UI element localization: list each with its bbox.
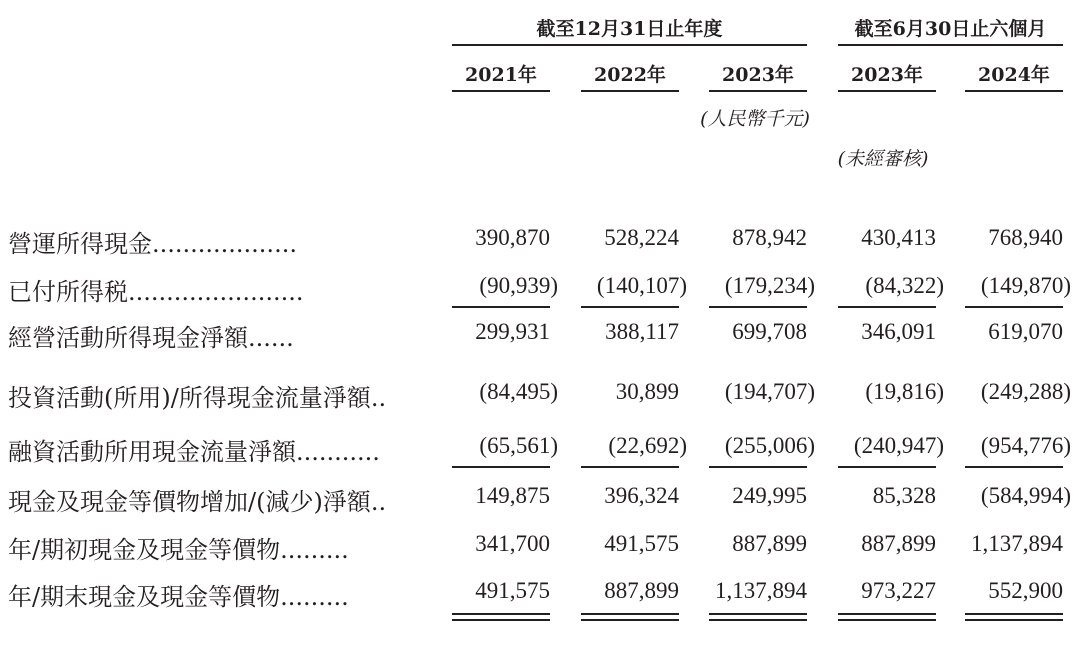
table-cell: 768,940: [988, 225, 1063, 250]
year-header-rule: [581, 90, 679, 92]
subtotal-rule: [452, 466, 550, 468]
table-cell: (90,939): [479, 273, 558, 298]
table-cell: 30,899: [615, 379, 679, 404]
table-cell: (149,870): [980, 273, 1071, 298]
table-cell: 341,700: [475, 531, 550, 556]
leader-dots: .........: [280, 583, 349, 611]
leader-dots: .........: [280, 536, 349, 564]
table-cell: (194,707): [724, 379, 815, 404]
row-label: 已付所得税.......................: [8, 278, 304, 306]
annual-period-header: 截至12月31日止年度: [536, 18, 723, 40]
table-cell: (584,994): [980, 483, 1071, 508]
year-header-2023: 2023年: [722, 64, 794, 86]
leader-dots: ......: [248, 324, 294, 352]
table-cell: (84,495): [479, 379, 558, 404]
table-cell: 149,875: [475, 483, 550, 508]
year-header-2024-interim: 2024年: [978, 64, 1050, 86]
table-cell: 1,137,894: [971, 531, 1063, 556]
interim-period-header: 截至6月30日止六個月: [854, 18, 1047, 40]
row-label: 營運所得現金...................: [8, 230, 297, 258]
year-header-rule: [838, 90, 936, 92]
leader-dots: ...........: [296, 438, 380, 466]
table-cell: (179,234): [724, 273, 815, 298]
subtotal-rule: [838, 466, 936, 468]
table-cell: (240,947): [853, 433, 944, 458]
row-label: 年/期初現金及現金等價物.........: [8, 536, 349, 564]
row-label: 投資活動(所用)/所得現金流量淨額..: [8, 384, 387, 412]
subtotal-rule: [452, 306, 550, 308]
table-cell: 878,942: [732, 225, 807, 250]
subtotal-rule: [709, 466, 807, 468]
table-cell: 699,708: [732, 319, 807, 344]
table-cell: (255,006): [724, 433, 815, 458]
leader-dots: ...................: [152, 230, 297, 258]
table-cell: (249,288): [980, 379, 1071, 404]
total-rule-bottom: [709, 619, 807, 621]
year-header-2021: 2021年: [465, 64, 537, 86]
unit-note: (人民幣千元): [700, 108, 810, 130]
table-cell: 552,900: [988, 578, 1063, 603]
unaudited-note: (未經審核): [837, 148, 929, 170]
year-header-rule: [965, 90, 1063, 92]
table-cell: 396,324: [604, 483, 679, 508]
total-rule-bottom: [452, 619, 550, 621]
total-rule-top: [965, 613, 1063, 615]
table-cell: 619,070: [988, 319, 1063, 344]
table-cell: (84,322): [865, 273, 944, 298]
year-header-2023-interim: 2023年: [851, 64, 923, 86]
table-cell: 390,870: [475, 225, 550, 250]
table-cell: 346,091: [861, 319, 936, 344]
subtotal-rule: [581, 466, 679, 468]
row-label: 經營活動所得現金淨額......: [8, 324, 294, 352]
total-rule-top: [581, 613, 679, 615]
table-cell: 85,328: [872, 483, 936, 508]
table-cell: 887,899: [604, 578, 679, 603]
subtotal-rule: [581, 306, 679, 308]
annual-header-rule: [452, 44, 807, 46]
table-cell: (22,692): [608, 433, 687, 458]
subtotal-rule: [709, 306, 807, 308]
interim-header-rule: [838, 44, 1063, 46]
table-cell: 528,224: [604, 225, 679, 250]
total-rule-top: [709, 613, 807, 615]
table-cell: 491,575: [475, 578, 550, 603]
subtotal-rule: [965, 306, 1063, 308]
table-cell: (140,107): [596, 273, 687, 298]
total-rule-top: [838, 613, 936, 615]
table-cell: 388,117: [605, 319, 679, 344]
table-cell: 430,413: [861, 225, 936, 250]
table-cell: 887,899: [732, 531, 807, 556]
total-rule-top: [452, 613, 550, 615]
table-cell: 249,995: [732, 483, 807, 508]
row-label: 現金及現金等價物增加/(減少)淨額..: [8, 488, 387, 516]
table-cell: 1,137,894: [715, 578, 807, 603]
leader-dots: ..: [370, 384, 387, 412]
total-rule-bottom: [965, 619, 1063, 621]
table-cell: (954,776): [980, 433, 1071, 458]
table-cell: (19,816): [865, 379, 944, 404]
table-cell: (65,561): [479, 433, 558, 458]
leader-dots: ..: [370, 488, 387, 516]
total-rule-bottom: [581, 619, 679, 621]
total-rule-bottom: [838, 619, 936, 621]
row-label: 年/期末現金及現金等價物.........: [8, 583, 349, 611]
year-header-rule: [452, 90, 550, 92]
table-cell: 299,931: [475, 319, 550, 344]
table-cell: 973,227: [861, 578, 936, 603]
leader-dots: .......................: [128, 278, 304, 306]
table-cell: 491,575: [604, 531, 679, 556]
subtotal-rule: [838, 306, 936, 308]
table-cell: 887,899: [861, 531, 936, 556]
year-header-2022: 2022年: [594, 64, 666, 86]
year-header-rule: [709, 90, 807, 92]
subtotal-rule: [965, 466, 1063, 468]
row-label: 融資活動所用現金流量淨額...........: [8, 438, 380, 466]
